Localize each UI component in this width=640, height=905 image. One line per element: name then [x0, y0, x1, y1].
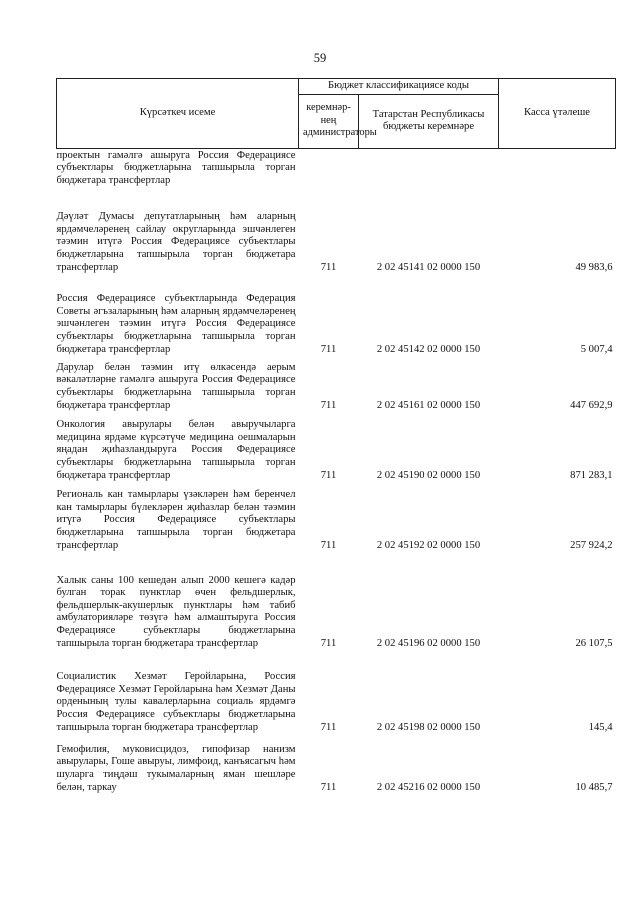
row-revenue-code: 2 02 45190 02 0000 150	[376, 469, 481, 481]
row-amount: 871 283,1	[570, 469, 613, 481]
table-row	[57, 552, 616, 650]
row-revenue-code: 2 02 45142 02 0000 150	[376, 343, 481, 355]
row-admin-code: 711	[320, 539, 337, 551]
row-admin-code: 711	[320, 469, 337, 481]
header-classification-code: Бюджет классификациясе коды	[299, 79, 499, 95]
budget-table	[56, 78, 616, 794]
row-revenue-code: 2 02 45196 02 0000 150	[376, 637, 481, 649]
table-row	[57, 148, 616, 192]
table-row	[57, 734, 616, 794]
row-indicator-name: Халык саны 100 кешедән алып 2000 кешегә кадәр булган торак пунктлар өчен фельдшерлык, фельдшерлык-акушерлык пунктлары һәм табиб амбулаторияләре төзүгә һәм алмаштыруга Россия Федерациясе субъектлары бюджетларына тапшырыла торган бюджетара трансфертлар	[56, 574, 296, 649]
row-amount: 10 485,7	[575, 781, 613, 793]
row-admin-code: 711	[320, 261, 337, 273]
row-admin-code: 711	[320, 399, 337, 411]
row-admin-code: 711	[320, 637, 337, 649]
row-indicator-name: Социалистик Хезмәт Геройларына, Россия Федерациясе Хезмәт Геройларына һәм Хезмәт Даны орденының тулы кавалерларына социаль ярдәмгә Россия Федерациясе субъектлары бюджетларына тапшырыла торган бюджетара трансфертлар	[56, 671, 296, 733]
row-amount: 49 983,6	[575, 261, 613, 273]
row-revenue-code: 2 02 45198 02 0000 150	[376, 721, 481, 733]
row-indicator-name: Региональ кан тамырлары үзәкләрен һәм беренчел кан тамырлары бүлекләрен җиһазлар белән тәэмин итүгә Россия Федерациясе субъектлары бюджетларына тапшырыла торган бюджетара трансфертлар	[56, 489, 296, 551]
row-revenue-code: 2 02 45192 02 0000 150	[376, 539, 481, 551]
row-revenue-code: 2 02 45216 02 0000 150	[376, 781, 481, 793]
row-amount: 257 924,2	[570, 539, 613, 551]
header-revenue-administrator: керемнәр-нең администраторы	[299, 94, 359, 148]
row-revenue-code: 2 02 45161 02 0000 150	[376, 399, 481, 411]
row-amount	[499, 148, 616, 192]
row-indicator-name: проектын гамәлгә ашыруга Россия Федерациясе субъектлары бюджетларына тапшырыла торган бюджетара трансфертлар	[56, 149, 296, 186]
table-row	[57, 192, 616, 274]
row-indicator-name: Гемофилия, муковисцидоз, гипофизар нанизм авырулары, Гоше авыруы, лимфоид, канъясагыч һәм шуларга тиңдәш тукымаларның яман шешләре белән, таркау	[56, 743, 296, 793]
row-admin-code: 711	[320, 721, 337, 733]
page-number: 59	[313, 51, 327, 65]
row-indicator-name: Дәүләт Думасы депутатларының һәм аларның ярдәмчеләренең сайлау округларында эшчәнлеген тәэмин итүгә Россия Федерациясе субъектлары бюджетларына тапшырыла торган бюджетара трансфертлар	[56, 211, 296, 273]
header-cash-execution: Касса үтәлеше	[499, 79, 616, 149]
row-amount: 26 107,5	[575, 637, 613, 649]
header-indicator-name: Күрсәткеч исеме	[57, 79, 299, 149]
row-admin-code	[299, 148, 359, 192]
table-row	[57, 356, 616, 412]
row-indicator-name: Онкология авырулары белән авыручыларга медицина ярдәме күрсәтүче медицина оешмаларын яңадан җиһазландыруга Россия Федерациясе субъектлары бюджетларына тапшырыла торган бюджетара трансфертлар	[56, 419, 296, 481]
row-amount: 145,4	[588, 721, 613, 733]
row-admin-code: 711	[320, 343, 337, 355]
table-header	[57, 79, 616, 149]
table-row	[57, 482, 616, 552]
row-revenue-code	[359, 148, 499, 192]
table-body	[57, 148, 616, 794]
row-amount: 5 007,4	[580, 343, 613, 355]
table-row	[57, 650, 616, 734]
table-row	[57, 274, 616, 356]
row-indicator-name: Россия Федерациясе субъектларында Федерация Советы әгъзаларының һәм аларның ярдәмчеләренең эшчәнлеген тәэмин итүгә Россия Федерациясе субъектлары бюджетларына тапшырыла торган бюджетара трансфертлар	[56, 293, 296, 355]
row-indicator-name: Дарулар белән тәэмин итү өлкәсендә аерым вәкаләтләрне гамәлгә ашыруга Россия Федерациясе субъектлары бюджетларына тапшырыла торган бюджетара трансфертлар	[56, 361, 296, 411]
header-tatarstan-revenue: Татарстан Республикасы бюджеты керемнәре	[359, 94, 499, 148]
row-revenue-code: 2 02 45141 02 0000 150	[376, 261, 481, 273]
row-admin-code: 711	[320, 781, 337, 793]
row-amount: 447 692,9	[570, 399, 613, 411]
table-row	[57, 412, 616, 482]
